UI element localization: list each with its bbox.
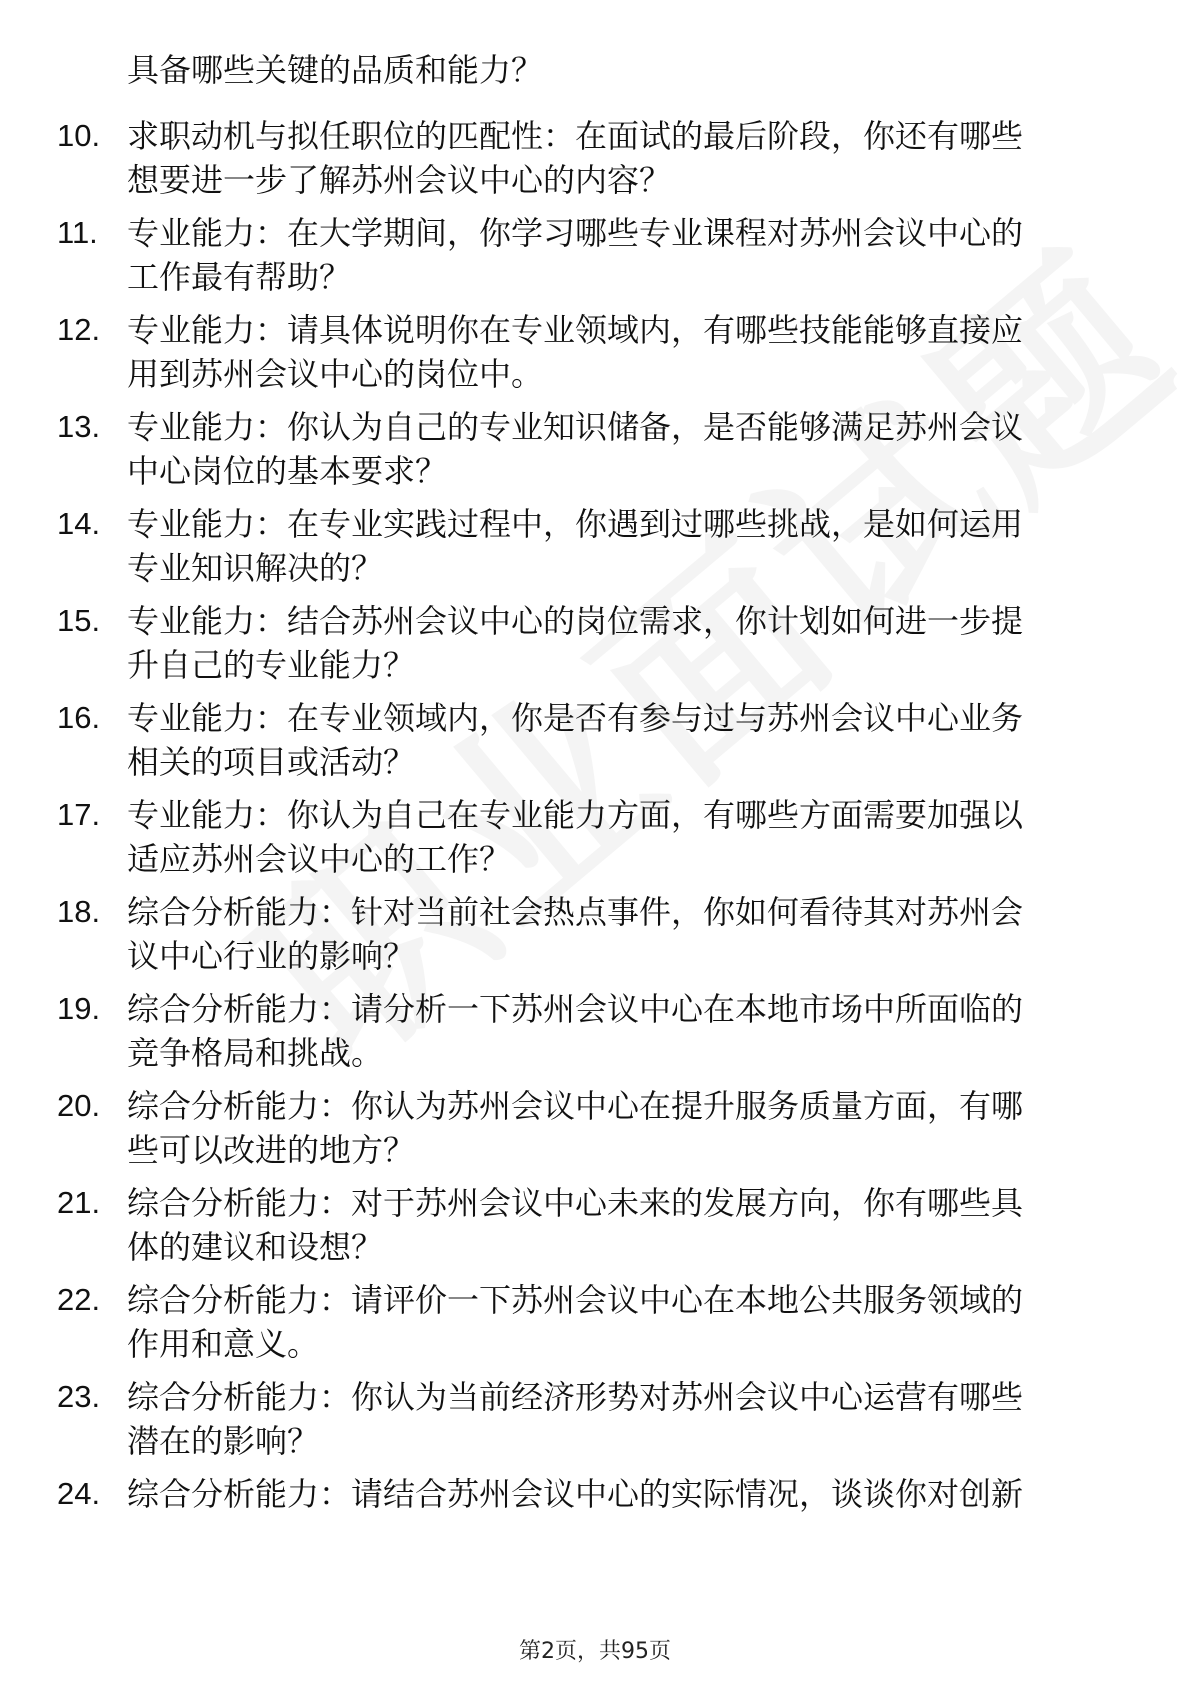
question-line: 想要进一步了解苏州会议中心的内容？ [127, 161, 672, 199]
question-line: 综合分析能力：对于苏州会议中心未来的发展方向，你有哪些具 [127, 1184, 1024, 1222]
question-number: 18. [57, 894, 101, 929]
question-number: 12. [57, 312, 101, 347]
list-item [0, 890, 1190, 987]
list-item [0, 696, 1190, 793]
question-line: 议中心行业的影响？ [127, 937, 416, 975]
question-number: 10. [57, 118, 101, 153]
question-text [127, 502, 1127, 590]
question-line: 些可以改进的地方？ [127, 1131, 416, 1169]
question-number: 22. [57, 1282, 101, 1317]
question-number: 15. [57, 603, 101, 638]
question-line: 综合分析能力：请结合苏州会议中心的实际情况，谈谈你对创新 [127, 1475, 1024, 1513]
question-text [127, 308, 1127, 396]
question-text [127, 793, 1127, 881]
question-number: 14. [57, 506, 101, 541]
list-item [0, 1084, 1190, 1181]
question-text [127, 1084, 1127, 1172]
question-text [127, 987, 1127, 1075]
question-text [127, 696, 1127, 784]
question-line: 专业能力：请具体说明你在专业领域内，有哪些技能能够直接应 [127, 311, 1024, 349]
question-line: 综合分析能力：请评价一下苏州会议中心在本地公共服务领域的 [127, 1281, 1024, 1319]
question-text [127, 405, 1127, 493]
question-line: 适应苏州会议中心的工作？ [127, 840, 512, 878]
list-item [0, 793, 1190, 890]
question-line: 综合分析能力：针对当前社会热点事件，你如何看待其对苏州会 [127, 893, 1024, 931]
question-line: 求职动机与拟任职位的匹配性：在面试的最后阶段，你还有哪些 [127, 117, 1024, 155]
question-text [127, 1375, 1127, 1463]
list-item [0, 987, 1190, 1084]
page-number-footer: 第2页，共95页 [519, 1639, 671, 1664]
question-line: 专业知识解决的？ [127, 549, 384, 587]
question-text [127, 1278, 1127, 1366]
list-item [0, 308, 1190, 405]
question-text [127, 1472, 1127, 1516]
question-number: 19. [57, 991, 101, 1026]
question-line: 专业能力：你认为自己在专业能力方面，有哪些方面需要加强以 [127, 796, 1024, 834]
question-number: 11. [57, 215, 98, 250]
question-number: 21. [57, 1185, 101, 1220]
question-number: 16. [57, 700, 101, 735]
list-item [0, 599, 1190, 696]
list-item [0, 1278, 1190, 1375]
question-line: 潜在的影响？ [127, 1422, 320, 1460]
list-item [0, 502, 1190, 599]
question-list [0, 114, 1190, 1569]
question-text [127, 211, 1127, 299]
question-number: 13. [57, 409, 101, 444]
question-line: 作用和意义。 [127, 1325, 320, 1363]
question-line: 综合分析能力：请分析一下苏州会议中心在本地市场中所面临的 [127, 990, 1024, 1028]
list-item [0, 1472, 1190, 1569]
question-line: 相关的项目或活动？ [127, 743, 416, 781]
question-number: 20. [57, 1088, 101, 1123]
question-line: 用到苏州会议中心的岗位中。 [127, 355, 544, 393]
question-text [127, 890, 1127, 978]
question-line: 专业能力：在专业实践过程中，你遇到过哪些挑战，是如何运用 [127, 505, 1024, 543]
question-line: 综合分析能力：你认为苏州会议中心在提升服务质量方面，有哪 [127, 1087, 1024, 1125]
question-line: 工作最有帮助？ [127, 258, 352, 296]
question-line: 专业能力：在专业领域内，你是否有参与过与苏州会议中心业务 [127, 699, 1024, 737]
list-item [0, 114, 1190, 211]
question-line: 专业能力：在大学期间，你学习哪些专业课程对苏州会议中心的 [127, 214, 1024, 252]
question-text [127, 114, 1127, 202]
question-number: 17. [57, 797, 101, 832]
list-item [0, 211, 1190, 308]
list-item [0, 405, 1190, 502]
question-line: 综合分析能力：你认为当前经济形势对苏州会议中心运营有哪些 [127, 1378, 1024, 1416]
list-item [0, 1375, 1190, 1472]
question-line: 专业能力：结合苏州会议中心的岗位需求，你计划如何进一步提 [127, 602, 1024, 640]
question-text [127, 1181, 1127, 1269]
question-line: 中心岗位的基本要求？ [127, 452, 448, 490]
question-number: 23. [57, 1379, 101, 1414]
list-item [0, 1181, 1190, 1278]
question-text [127, 599, 1127, 687]
question-line: 竞争格局和挑战。 [127, 1034, 384, 1072]
question-number: 24. [57, 1476, 101, 1511]
question-continuation: 具备哪些关键的品质和能力？ [127, 51, 544, 89]
question-line: 专业能力：你认为自己的专业知识储备，是否能够满足苏州会议 [127, 408, 1024, 446]
question-line: 升自己的专业能力？ [127, 646, 416, 684]
question-line: 体的建议和设想？ [127, 1228, 384, 1266]
